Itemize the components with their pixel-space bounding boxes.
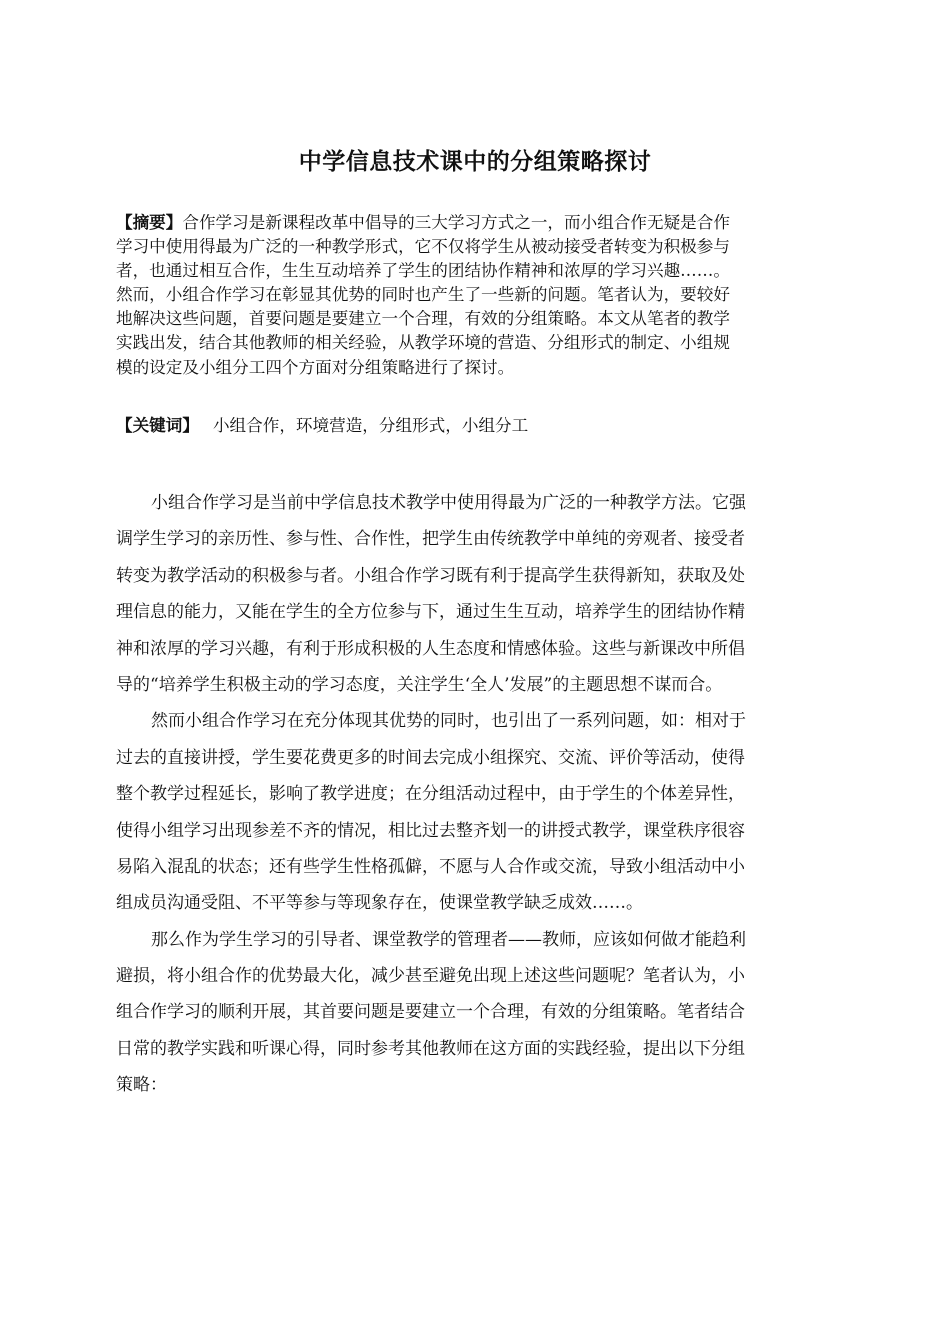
paragraph-line: 避损，将小组合作的优势最大化，减少甚至避免出现上述这些问题呢？笔者认为，小 — [116, 966, 745, 987]
paragraph — [116, 922, 837, 1104]
keywords-label: 【关键词】 — [116, 416, 199, 435]
paragraph-line: 理信息的能力，又能在学生的全方位参与下，通过生生互动，培养学生的团结协作精 — [116, 602, 745, 623]
paragraph-line: 组成员沟通受阻、不平等参与等现象存在，使课堂教学缺乏成效……。 — [116, 893, 643, 914]
keywords-text: 小组合作，环境营造，分组形式，小组分工 — [212, 416, 529, 435]
abstract-line: 然而，小组合作学习在彰显其优势的同时也产生了一些新的问题。笔者认为，要较好 — [116, 285, 730, 305]
paragraph-line: 那么作为学生学习的引导者、课堂教学的管理者——教师，应该如何做才能趋利 — [151, 929, 746, 950]
paragraph-line: 整个教学过程延长，影响了教学进度；在分组活动过程中，由于学生的个体差异性， — [116, 784, 745, 805]
abstract-line: 者，也通过相互合作，生生互动培养了学生的团结协作精神和浓厚的学习兴趣……。 — [116, 261, 730, 281]
paragraph-line: 转变为教学活动的积极参与者。小组合作学习既有利于提高学生获得新知，获取及处 — [116, 565, 745, 586]
abstract-text: 合作学习是新课程改革中倡导的三大学习方式之一，而小组合作无疑是合作 — [182, 213, 730, 232]
paragraph-line: 使得小组学习出现参差不齐的情况，相比过去整齐划一的讲授式教学，课堂秩序很容 — [116, 820, 745, 841]
abstract-line: 学习中使用得最为广泛的一种教学形式，它不仅将学生从被动接受者转变为积极参与 — [116, 237, 730, 257]
abstract-line: 模的设定及小组分工四个方面对分组策略进行了探讨。 — [116, 357, 515, 377]
paragraph-line: 日常的教学实践和听课心得，同时参考其他教师在这方面的实践经验，提出以下分组 — [116, 1038, 745, 1059]
paragraph-line: 过去的直接讲授，学生要花费更多的时间去完成小组探究、交流、评价等活动，使得 — [116, 747, 745, 768]
paragraph — [116, 703, 837, 921]
paragraph-line: 神和浓厚的学习兴趣，有利于形成积极的人生态度和情感体验。这些与新课改中所倡 — [116, 638, 745, 659]
abstract-section — [116, 211, 837, 380]
document-title: 中学信息技术课中的分组策略探讨 — [298, 149, 652, 175]
abstract-label: 【摘要】 — [116, 213, 183, 232]
abstract-line: 地解决这些问题，首要问题是要建立一个合理，有效的分组策略。本文从笔者的教学 — [116, 309, 730, 329]
paragraph-line: 导的“培养学生积极主动的学习态度，关注学生‘全人’发展”的主题思想不谋而合。 — [116, 674, 723, 695]
body-text — [116, 485, 837, 1104]
paragraph-line: 然而小组合作学习在充分体现其优势的同时，也引出了一系列问题，如：相对于 — [151, 711, 746, 732]
paragraph-line: 小组合作学习是当前中学信息技术教学中使用得最为广泛的一种教学方法。它强 — [151, 493, 746, 513]
paragraph-line: 组合作学习的顺利开展，其首要问题是要建立一个合理，有效的分组策略。笔者结合 — [116, 1002, 745, 1023]
keywords-section — [116, 414, 837, 438]
abstract-line — [116, 211, 837, 235]
paragraph-line: 策略： — [116, 1075, 167, 1096]
paragraph-line: 易陷入混乱的状态；还有些学生性格孤僻，不愿与人合作或交流，导致小组活动中小 — [116, 856, 745, 877]
paragraph-line: 调学生学习的亲历性、参与性、合作性，把学生由传统教学中单纯的旁观者、接受者 — [116, 529, 745, 550]
paragraph — [116, 485, 837, 703]
abstract-line: 实践出发，结合其他教师的相关经验，从教学环境的营造、分组形式的制定、小组规 — [116, 333, 730, 353]
